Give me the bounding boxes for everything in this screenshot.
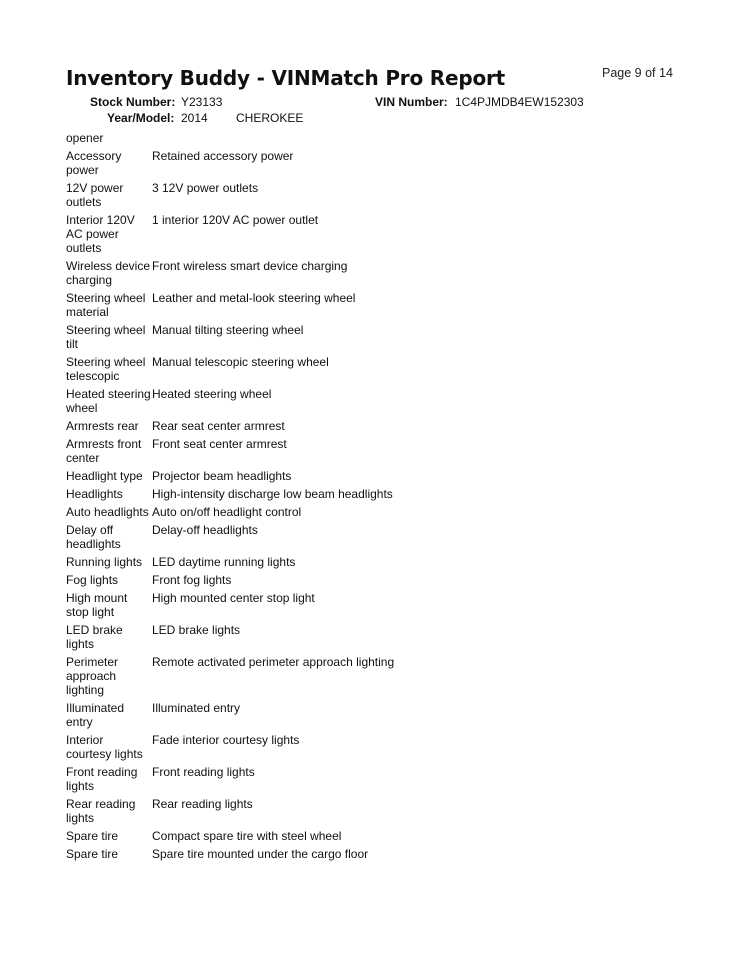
stock-number-label: Stock Number: bbox=[90, 95, 176, 109]
spec-value: Spare tire mounted under the cargo floor bbox=[152, 847, 369, 861]
spec-value bbox=[152, 131, 486, 149]
spec-value: Leather and metal-look steering wheel bbox=[152, 291, 356, 305]
vin-number-value: 1C4PJMDB4EW152303 bbox=[455, 95, 584, 109]
spec-value: LED daytime running lights bbox=[152, 555, 296, 569]
report-title: Inventory Buddy - VINMatch Pro Report bbox=[66, 66, 506, 90]
spec-value: Retained accessory power bbox=[152, 149, 294, 163]
spec-value: 3 12V power outlets bbox=[152, 181, 259, 195]
spec-row bbox=[66, 487, 486, 505]
spec-value: 1 interior 120V AC power outlet bbox=[152, 213, 319, 227]
spec-name: High mount stop light bbox=[66, 591, 128, 619]
spec-value: Auto on/off headlight control bbox=[152, 505, 302, 519]
spec-name: Perimeter approach lighting bbox=[66, 655, 119, 697]
spec-name: Fog lights bbox=[66, 573, 119, 587]
model-value: CHEROKEE bbox=[236, 111, 304, 125]
spec-name: Headlights bbox=[66, 487, 123, 501]
spec-value: Projector beam headlights bbox=[152, 469, 292, 483]
spec-row bbox=[66, 523, 486, 555]
spec-row bbox=[66, 555, 486, 573]
spec-row bbox=[66, 655, 486, 701]
spec-name: Steering wheel telescopic bbox=[66, 355, 146, 383]
spec-row bbox=[66, 387, 486, 419]
spec-row bbox=[66, 323, 486, 355]
stock-number-value: Y23133 bbox=[181, 95, 223, 109]
spec-value: Front seat center armrest bbox=[152, 437, 287, 451]
spec-row bbox=[66, 505, 486, 523]
spec-name: Spare tire bbox=[66, 829, 119, 843]
spec-name: opener bbox=[66, 131, 104, 145]
spec-value: Manual tilting steering wheel bbox=[152, 323, 304, 337]
spec-name: Front reading lights bbox=[66, 765, 138, 793]
spec-value: Front reading lights bbox=[152, 765, 255, 779]
spec-value: Remote activated perimeter approach lighting bbox=[152, 655, 395, 669]
spec-value: Manual telescopic steering wheel bbox=[152, 355, 329, 369]
spec-row bbox=[66, 797, 486, 829]
spec-row bbox=[66, 701, 486, 733]
spec-row bbox=[66, 419, 486, 437]
spec-name: Delay off headlights bbox=[66, 523, 121, 551]
spec-value: Front fog lights bbox=[152, 573, 232, 587]
spec-name: Armrests front center bbox=[66, 437, 142, 465]
spec-name: Interior 120V AC power outlets bbox=[66, 213, 135, 255]
spec-name: Steering wheel tilt bbox=[66, 323, 146, 351]
spec-row bbox=[66, 591, 486, 623]
spec-name: Steering wheel material bbox=[66, 291, 146, 319]
spec-row bbox=[66, 181, 486, 213]
spec-row bbox=[66, 213, 486, 259]
spec-name: Accessory power bbox=[66, 149, 122, 177]
spec-row bbox=[66, 437, 486, 469]
spec-name: Running lights bbox=[66, 555, 143, 569]
spec-value: Compact spare tire with steel wheel bbox=[152, 829, 342, 843]
spec-name: Rear reading lights bbox=[66, 797, 136, 825]
spec-row bbox=[66, 829, 486, 847]
spec-row bbox=[66, 847, 486, 865]
spec-name: LED brake lights bbox=[66, 623, 123, 651]
spec-row bbox=[66, 131, 486, 149]
spec-value: High-intensity discharge low beam headlights bbox=[152, 487, 393, 501]
spec-name: 12V power outlets bbox=[66, 181, 124, 209]
spec-value: Rear reading lights bbox=[152, 797, 253, 811]
spec-name: Wireless device charging bbox=[66, 259, 151, 287]
spec-value: Delay-off headlights bbox=[152, 523, 258, 537]
spec-row bbox=[66, 291, 486, 323]
spec-name: Armrests rear bbox=[66, 419, 139, 433]
spec-table bbox=[66, 131, 486, 865]
spec-name: Illuminated entry bbox=[66, 701, 125, 729]
spec-row bbox=[66, 765, 486, 797]
spec-row bbox=[66, 355, 486, 387]
vin-number-label: VIN Number: bbox=[375, 95, 448, 109]
spec-value: Front wireless smart device charging bbox=[152, 259, 348, 273]
page-number: Page 9 of 14 bbox=[602, 66, 673, 80]
spec-row bbox=[66, 469, 486, 487]
spec-row bbox=[66, 733, 486, 765]
spec-value: High mounted center stop light bbox=[152, 591, 315, 605]
spec-row bbox=[66, 259, 486, 291]
year-model-label: Year/Model: bbox=[107, 111, 175, 125]
spec-row bbox=[66, 573, 486, 591]
spec-name: Heated steering wheel bbox=[66, 387, 151, 415]
spec-name: Headlight type bbox=[66, 469, 143, 483]
spec-value: Heated steering wheel bbox=[152, 387, 272, 401]
spec-name: Spare tire bbox=[66, 847, 119, 861]
spec-value: Illuminated entry bbox=[152, 701, 241, 715]
spec-name: Auto headlights bbox=[66, 505, 149, 519]
year-value: 2014 bbox=[181, 111, 208, 125]
spec-row bbox=[66, 623, 486, 655]
spec-value: Fade interior courtesy lights bbox=[152, 733, 300, 747]
spec-value: LED brake lights bbox=[152, 623, 241, 637]
spec-value: Rear seat center armrest bbox=[152, 419, 285, 433]
spec-name: Interior courtesy lights bbox=[66, 733, 143, 761]
spec-row bbox=[66, 149, 486, 181]
